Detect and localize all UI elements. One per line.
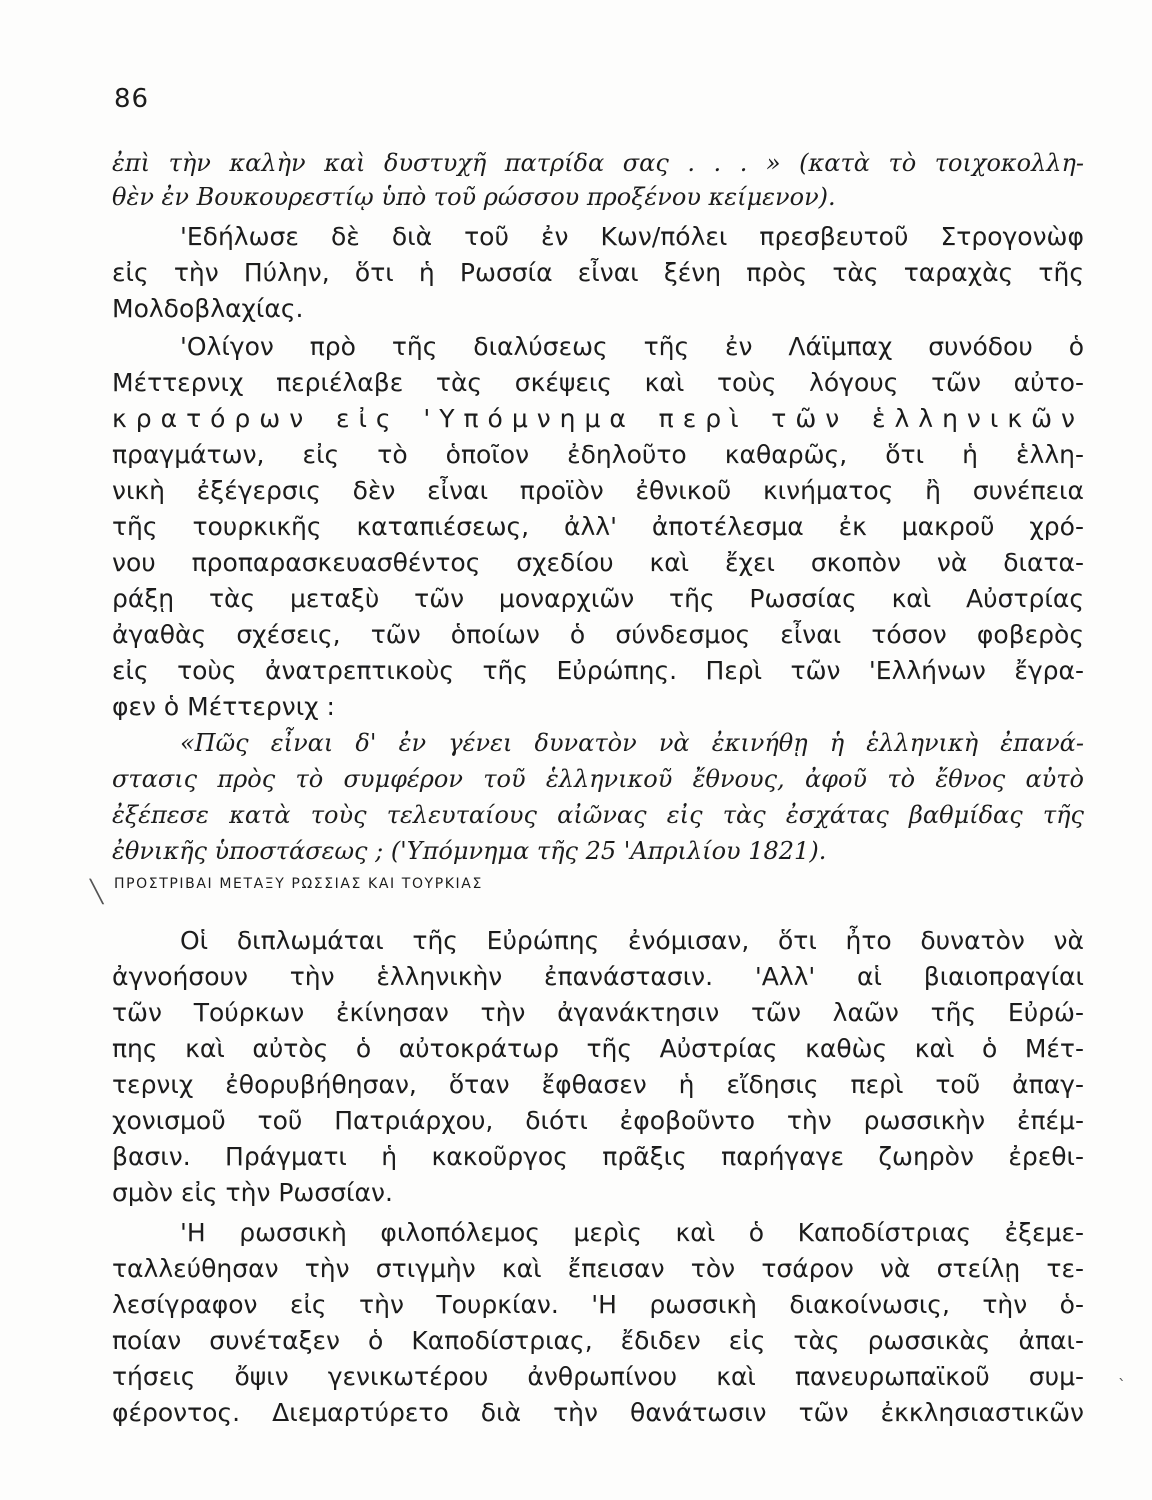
quote-line: στασις πρὸς τὸ συμφέρον τοῦ ἑλληνικοῦ ἔθνους, ἀφοῦ τὸ ἔθνος αὐτὸ: [112, 765, 1084, 793]
text-line: θὲν ἐν Βουκουρεστίῳ ὑπὸ τοῦ ρώσσου προξένου κείμενον).: [112, 183, 836, 211]
text-line: Μέττερνιχ περιέλαβε τὰς σκέψεις καὶ τοὺς λόγους τῶν αὐτο-: [112, 368, 1084, 397]
margin-mark-icon: ˎ: [1118, 1362, 1126, 1381]
text-line: κρατόρων εἰς 'Υπόμνημα περὶ τῶν ἑλληνικῶν: [112, 404, 1084, 433]
text-line: εἰς τὴν Πύλην, ὅτι ἡ Ρωσσία εἶναι ξένη πρὸς τὰς ταραχὰς τῆς: [112, 258, 1084, 287]
text-line: χονισμοῦ τοῦ Πατριάρχου, διότι ἐφοβοῦντο τὴν ρωσσικὴν ἐπέμ-: [112, 1106, 1084, 1135]
quote-line: ἐθνικῆς ὑποστάσεως ; ('Υπόμνημα τῆς 25 'Απριλίου 1821).: [112, 837, 827, 865]
text-line: ἐπὶ τὴν καλὴν καὶ δυστυχῆ πατρίδα σας . . . » (κατὰ τὸ τοιχοκολλη-: [112, 149, 1084, 177]
quote-line: ἐξέπεσε κατὰ τοὺς τελευταίους αἰῶνας εἰς τὰς ἐσχάτας βαθμίδας τῆς: [112, 801, 1084, 829]
text-line: λεσίγραφον εἰς τὴν Τουρκίαν. 'Η ρωσσικὴ διακοίνωσις, τὴν ὁ-: [112, 1290, 1084, 1319]
text-line: ταλλεύθησαν τὴν στιγμὴν καὶ ἔπεισαν τὸν τσάρον νὰ στείλῃ τε-: [112, 1254, 1084, 1283]
text-line: 'Εδήλωσε δὲ διὰ τοῦ ἐν Κων/πόλει πρεσβευτοῦ Στρογονὼφ: [180, 222, 1084, 251]
section-heading: ΠΡΟΣΤΡΙΒΑΙ ΜΕΤΑΞΥ ΡΩΣΣΙΑΣ ΚΑΙ ΤΟΥΡΚΙΑΣ: [114, 876, 483, 892]
text-line: νικὴ ἐξέγερσις δὲν εἶναι προϊὸν ἐθνικοῦ κινήματος ἢ συνέπεια: [112, 476, 1084, 505]
text-line: Οἱ διπλωμάται τῆς Εὐρώπης ἐνόμισαν, ὅτι ἦτο δυνατὸν νὰ: [180, 926, 1084, 955]
text-line: τήσεις ὄψιν γενικωτέρου ἀνθρωπίνου καὶ πανευρωπαϊκοῦ συμ-: [112, 1362, 1084, 1391]
text-line: Μολδοβλαχίας.: [112, 294, 304, 323]
text-line: σμὸν εἰς τὴν Ρωσσίαν.: [112, 1178, 393, 1207]
text-line: ἀγνοήσουν τὴν ἑλληνικὴν ἐπανάστασιν. 'Αλλ' αἱ βιαιοπραγίαι: [112, 962, 1084, 991]
text-line: τῶν Τούρκων ἐκίνησαν τὴν ἀγανάκτησιν τῶν λαῶν τῆς Εὐρώ-: [112, 998, 1084, 1027]
text-line: εἰς τοὺς ἀνατρεπτικοὺς τῆς Εὐρώπης. Περὶ τῶν 'Ελλήνων ἔγρα-: [112, 656, 1084, 685]
text-line: τῆς τουρκικῆς καταπιέσεως, ἀλλ' ἀποτέλεσμα ἐκ μακροῦ χρό-: [112, 512, 1084, 541]
quote-line: «Πῶς εἶναι δ' ἐν γένει δυνατὸν νὰ ἐκινήθῃ ἡ ἑλληνικὴ ἐπανά-: [180, 729, 1084, 757]
text-line: 'Η ρωσσικὴ φιλοπόλεμος μερὶς καὶ ὁ Καποδίστριας ἐξεμε-: [180, 1218, 1084, 1247]
text-line: ποίαν συνέταξεν ὁ Καποδίστριας, ἔδιδεν εἰς τὰς ρωσσικὰς ἀπαι-: [112, 1326, 1084, 1355]
text-line: τερνιχ ἐθορυβήθησαν, ὅταν ἔφθασεν ἡ εἴδησις περὶ τοῦ ἀπαγ-: [112, 1070, 1084, 1099]
text-line: πης καὶ αὐτὸς ὁ αὐτοκράτωρ τῆς Αὐστρίας καθὼς καὶ ὁ Μέτ-: [112, 1034, 1084, 1063]
page-number: 86: [114, 84, 150, 114]
pencil-mark-icon: ╲: [90, 880, 104, 905]
text-line: φέροντος. Διεμαρτύρετο διὰ τὴν θανάτωσιν τῶν ἐκκλησιαστικῶν: [112, 1398, 1084, 1427]
text-line: ἀγαθὰς σχέσεις, τῶν ὁποίων ὁ σύνδεσμος εἶναι τόσον φοβερὸς: [112, 620, 1084, 649]
text-line: νου προπαρασκευασθέντος σχεδίου καὶ ἔχει σκοπὸν νὰ διατα-: [112, 548, 1084, 577]
text-line: ράξῃ τὰς μεταξὺ τῶν μοναρχιῶν τῆς Ρωσσίας καὶ Αὐστρίας: [112, 584, 1084, 613]
text-line: φεν ὁ Μέττερνιχ :: [112, 692, 335, 721]
text-line: πραγμάτων, εἰς τὸ ὁποῖον ἐδηλοῦτο καθαρῶς, ὅτι ἡ ἑλλη-: [112, 440, 1084, 469]
text-line: βασιν. Πράγματι ἡ κακοῦργος πρᾶξις παρήγαγε ζωηρὸν ἐρεθι-: [112, 1142, 1084, 1171]
text-line: 'Ολίγον πρὸ τῆς διαλύσεως τῆς ἐν Λάϊμπαχ συνόδου ὁ: [180, 332, 1084, 361]
